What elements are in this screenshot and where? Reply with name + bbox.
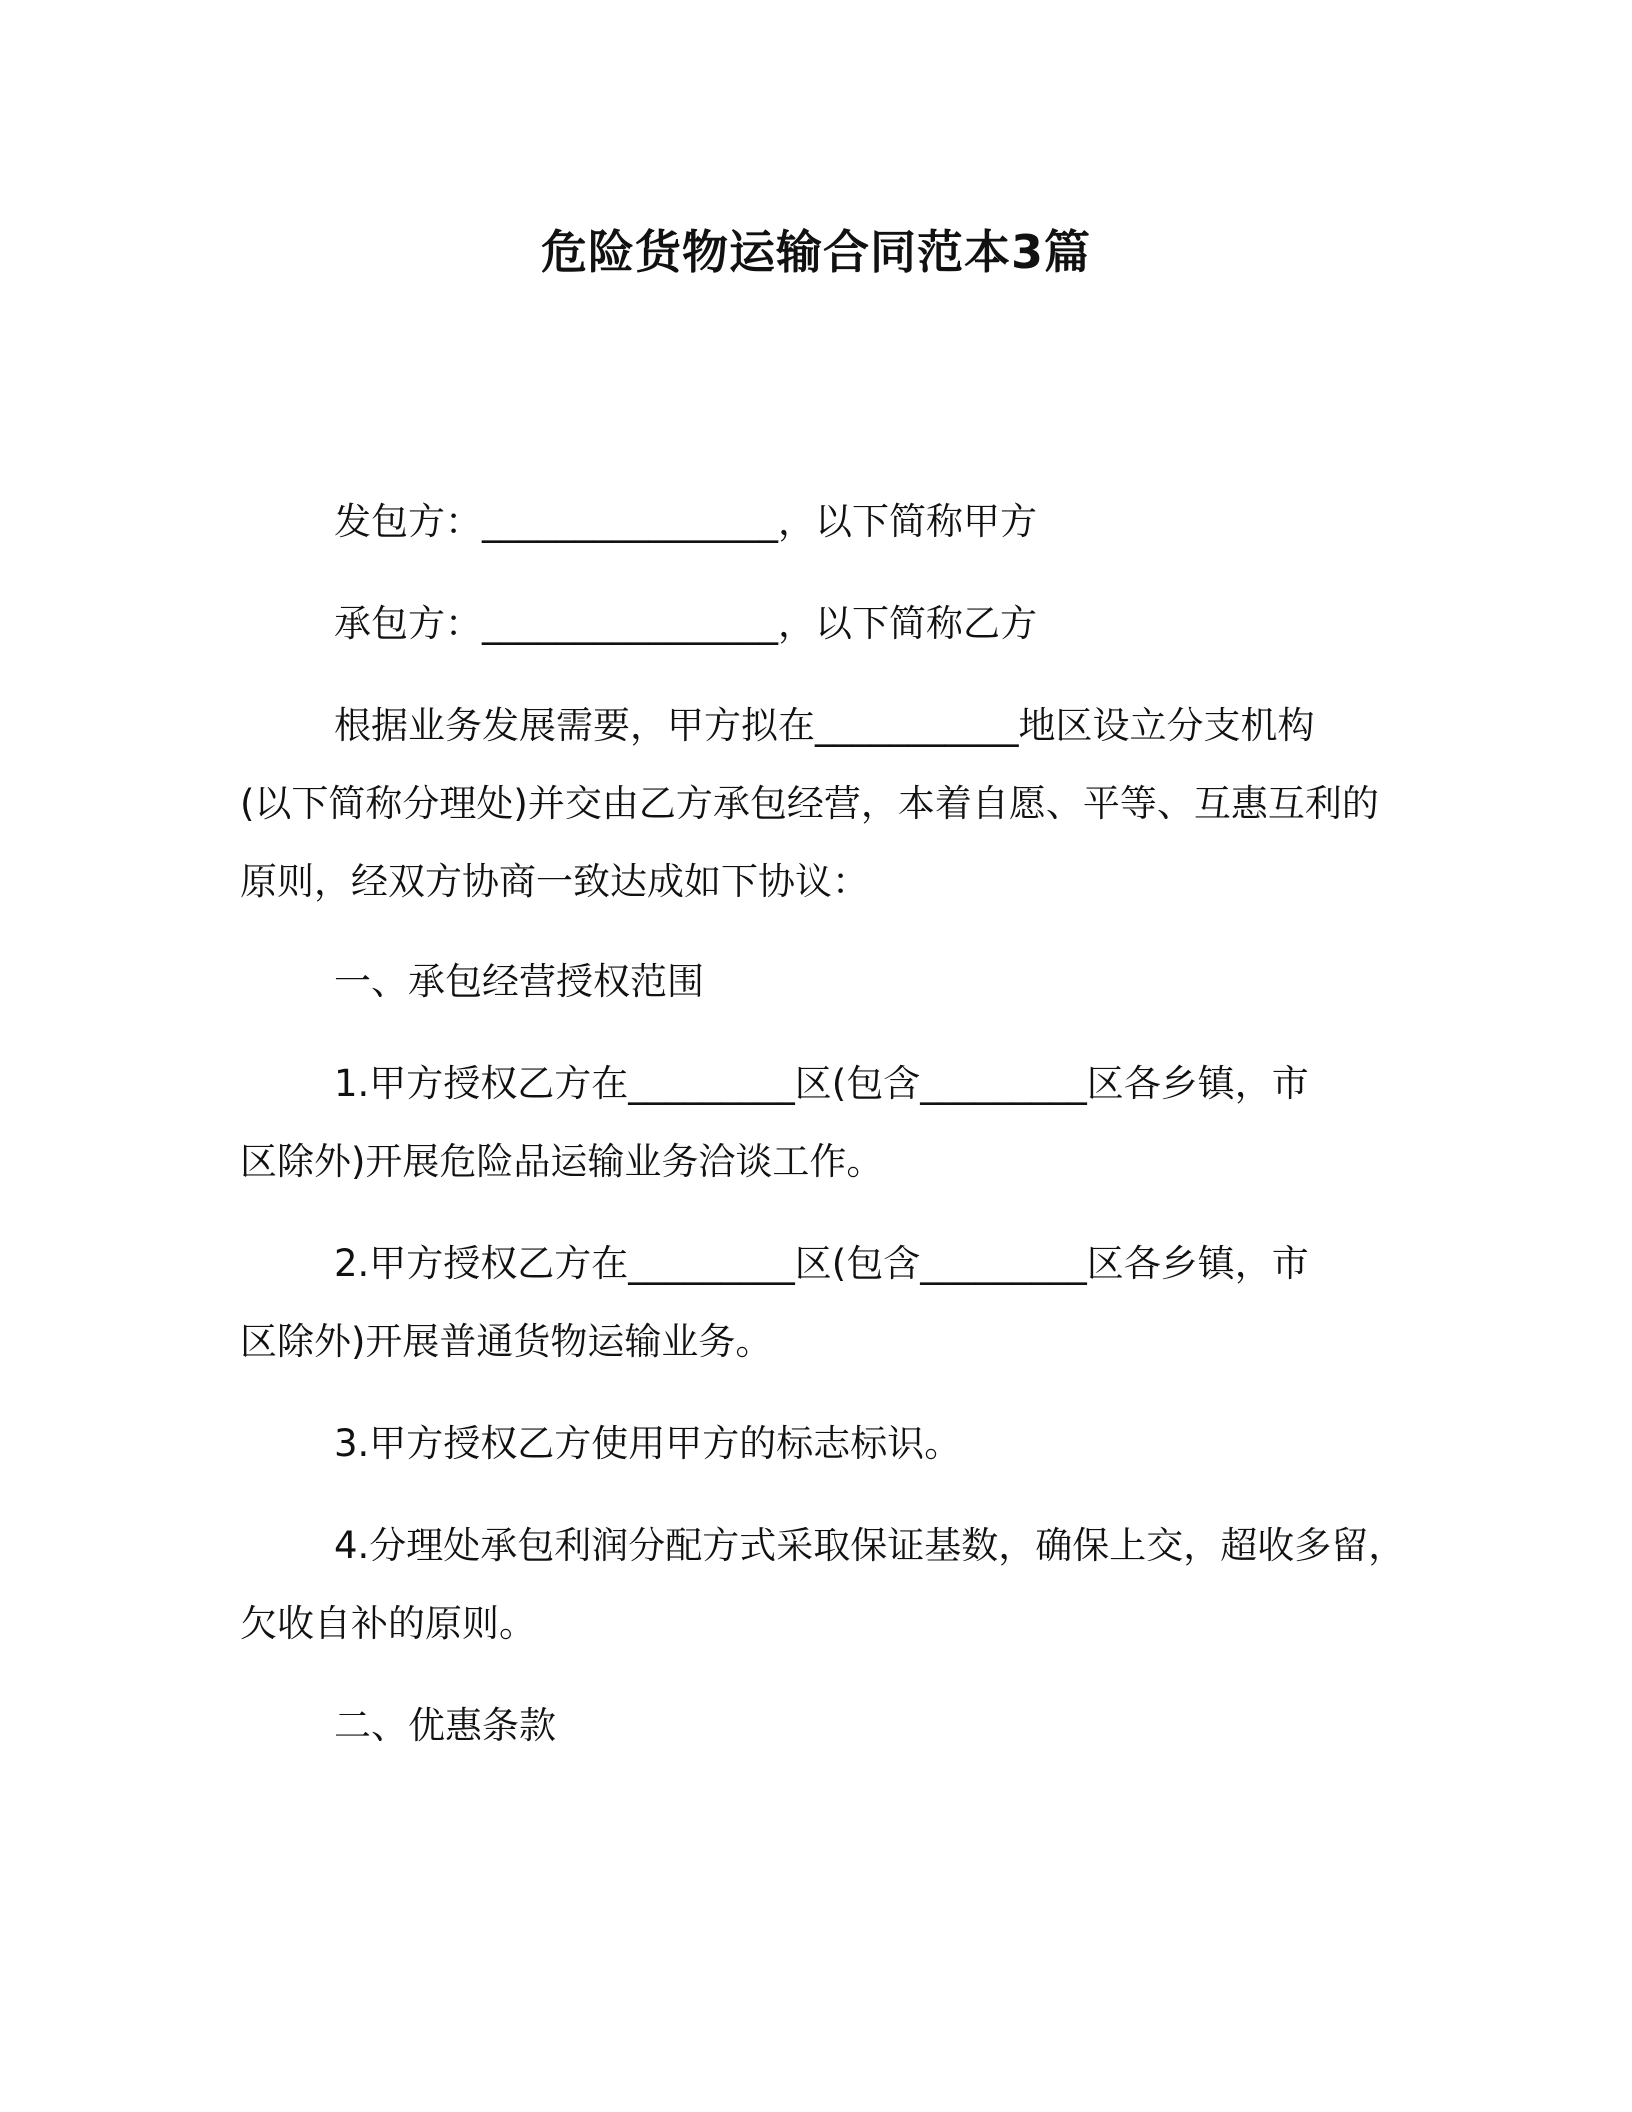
clause-3-line-1: 3.甲方授权乙方使用甲方的标志标识。	[334, 1422, 962, 1465]
section-heading-2: 二、优惠条款	[334, 1704, 556, 1747]
clause-1-line-1: 1.甲方授权乙方在_________区(包含_________区各乡镇，市	[334, 1062, 1309, 1105]
clause-4-line-2: 欠收自补的原则。	[240, 1602, 536, 1645]
clause-2-line-2: 区除外)开展普通货物运输业务。	[240, 1320, 773, 1363]
clause-4-line-1: 4.分理处承包利润分配方式采取保证基数，确保上交，超收多留，	[334, 1524, 1406, 1567]
section-heading-1: 一、承包经营授权范围	[334, 960, 704, 1003]
document-title: 危险货物运输合同范本3篇	[540, 225, 1091, 279]
paragraph-intro-line-1: 根据业务发展需要，甲方拟在___________地区设立分支机构	[334, 704, 1315, 747]
paragraph-intro-line-3: 原则，经双方协商一致达成如下协议：	[240, 860, 869, 903]
clause-2-line-1: 2.甲方授权乙方在_________区(包含_________区各乡镇，市	[334, 1242, 1309, 1285]
party-b-line: 承包方：________________，以下简称乙方	[334, 602, 1037, 645]
paragraph-intro-line-2: (以下简称分理处)并交由乙方承包经营，本着自愿、平等、互惠互利的	[240, 782, 1379, 825]
party-a-line: 发包方：________________，以下简称甲方	[334, 500, 1037, 543]
clause-1-line-2: 区除外)开展危险品运输业务洽谈工作。	[240, 1140, 884, 1183]
